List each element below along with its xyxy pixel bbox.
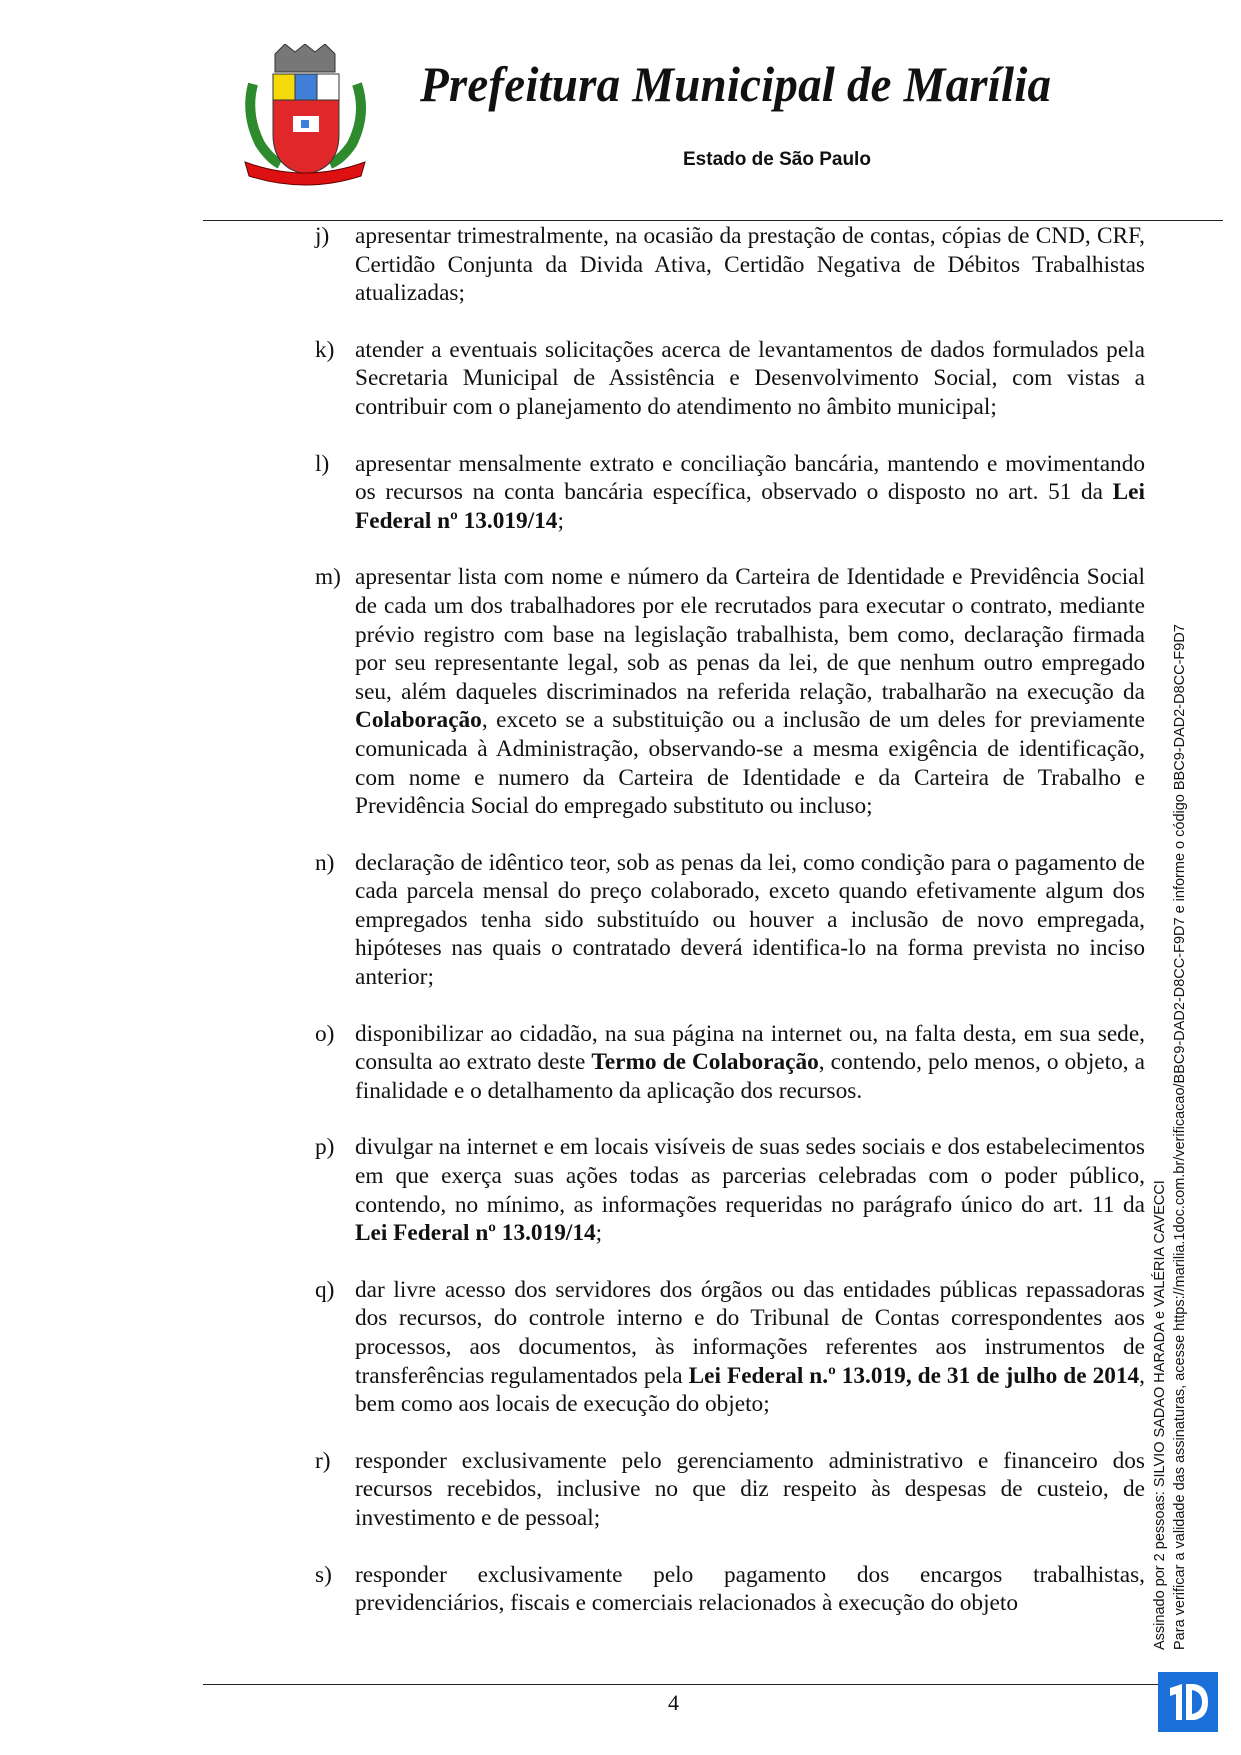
header-divider bbox=[203, 220, 1223, 221]
page-title: Prefeitura Municipal de Marília bbox=[420, 56, 1052, 112]
item-text bbox=[355, 563, 1145, 820]
list-item bbox=[315, 1561, 1145, 1618]
item-text bbox=[355, 1447, 1145, 1533]
text-span: declaração de idêntico teor, sob as penas da lei, como condição para o pagamento de cada parcela mensal do preço colaborado, exceto quando efetivamente algum dos empregados tenha sido substituído ou houver a inclusão de novo empregada, hipóteses nas quais o contratado deverá identifica-lo na forma prevista no inciso anterior; bbox=[355, 849, 1145, 991]
item-text bbox=[355, 450, 1145, 536]
footer-divider bbox=[203, 1684, 1203, 1685]
document-body bbox=[315, 222, 1145, 1646]
bold-reference: Colaboração bbox=[355, 707, 482, 734]
list-item bbox=[315, 1447, 1145, 1533]
text-span: , exceto se a substituição ou a inclusão de um deles for previamente comunicada à Administração, observando-se a mesma exigência de identificação, com nome e numero da Carteira de Identidade e da Carteira de Trabalho e Previdência Social do empregado substituto ou incluso; bbox=[355, 707, 1145, 820]
signature-verify-link[interactable]: Para verificar a validade das assinaturas, acesse https://marilia.1doc.com.br/verificacao/BBC9-DAD2-D8CC-F9D7 e informe o código BBC9-DAD2-D8CC-F9D7 bbox=[1172, 624, 1188, 1650]
list-item bbox=[315, 450, 1145, 536]
page-subtitle: Estado de São Paulo bbox=[683, 149, 871, 170]
item-text bbox=[355, 336, 1145, 422]
list-item bbox=[315, 222, 1145, 308]
text-span: responder exclusivamente pelo pagamento dos encargos trabalhistas, previdenciários, fiscais e comerciais relacionados à execução do objeto bbox=[355, 1561, 1145, 1617]
item-label: n) bbox=[315, 849, 335, 876]
bold-reference: Lei Federal n.º 13.019, de 31 de julho de 2014 bbox=[688, 1362, 1140, 1389]
text-span: , bem como aos locais de execução do objeto; bbox=[355, 1362, 1145, 1418]
item-text bbox=[355, 1276, 1145, 1419]
text-span: atender a eventuais solicitações acerca de levantamentos de dados formulados pela Secretaria Municipal de Assistência e Desenvolvimento Social, com vistas a contribuir com o planejamento do atendimento no âmbito municipal; bbox=[355, 336, 1145, 420]
text-span: divulgar na internet e em locais visíveis de suas sedes sociais e dos estabelecimentos em que exerça suas ações todas as parcerias celebradas com o poder público, contendo, no mínimo, as informações requeridas no parágrafo único do art. 11 da bbox=[355, 1134, 1145, 1218]
text-span: , contendo, pelo menos, o objeto, a finalidade e o detalhamento da aplicação dos recursos. bbox=[355, 1049, 1145, 1104]
item-label: q) bbox=[315, 1276, 335, 1303]
text-span: dar livre acesso dos servidores dos órgãos ou das entidades públicas repassadoras dos recursos, do controle interno e do Tribunal de Contas correspondentes aos processos, aos documentos, às informações referentes aos instrumentos de transferências regulamentados pela bbox=[355, 1276, 1145, 1389]
text-span: apresentar trimestralmente, na ocasião da prestação de contas, cópias de CND, CRF, Certidão Conjunta da Divida Ativa, Certidão Negativa de Débitos Trabalhistas atualizadas; bbox=[355, 223, 1145, 307]
text-span: ; bbox=[595, 1220, 603, 1247]
bold-reference: Lei Federal nº 13.019/14 bbox=[355, 479, 1145, 534]
page-number: 4 bbox=[668, 1690, 679, 1715]
coat-of-arms-icon bbox=[235, 44, 375, 194]
list-item bbox=[315, 563, 1145, 820]
item-text bbox=[355, 1020, 1145, 1106]
list-item bbox=[315, 1020, 1145, 1106]
item-label: p) bbox=[315, 1134, 335, 1161]
item-label: j) bbox=[315, 223, 330, 249]
text-span: disponibilizar ao cidadão, na sua página na internet ou, na falta desta, em sua sede, consulta ao extrato deste bbox=[355, 1020, 1145, 1076]
item-label: o) bbox=[315, 1020, 335, 1047]
item-text bbox=[355, 1133, 1145, 1247]
signature-notice bbox=[1150, 624, 1190, 1650]
list-item bbox=[315, 336, 1145, 422]
list-item bbox=[315, 849, 1145, 992]
text-span: apresentar mensalmente extrato e conciliação bancária, mantendo e movimentando os recursos na conta bancária específica, observado o disposto no art. 51 da bbox=[355, 450, 1145, 506]
bold-reference: Lei Federal nº 13.019/14 bbox=[355, 1220, 596, 1247]
item-label: s) bbox=[315, 1561, 332, 1588]
item-text bbox=[355, 849, 1145, 992]
item-text bbox=[355, 1561, 1145, 1618]
1doc-logo-icon[interactable] bbox=[1158, 1672, 1218, 1732]
item-label: m) bbox=[315, 564, 341, 591]
signature-signers: Assinado por 2 pessoas: SILVIO SADAO HARADA e VALÉRIA CAVECCI bbox=[1152, 1180, 1168, 1650]
item-label: r) bbox=[315, 1447, 331, 1474]
bold-reference: Termo de Colaboração bbox=[591, 1049, 819, 1076]
text-span: apresentar lista com nome e número da Carteira de Identidade e Previdência Social de cada um dos trabalhadores por ele recrutados para executar o contrato, mediante prévio registro com base na legislação trabalhista, bem como, declaração firmada por seu representante legal, sob as penas da lei, de que nenhum outro empregado seu, além daqueles discriminados na referida relação, trabalharão na execução da bbox=[355, 564, 1145, 705]
item-text bbox=[355, 222, 1145, 308]
text-span: responder exclusivamente pelo gerenciamento administrativo e financeiro dos recursos recebidos, inclusive no que diz respeito às despesas de custeio, de investimento e de pessoal; bbox=[355, 1447, 1145, 1531]
item-label: k) bbox=[315, 336, 335, 363]
text-span: ; bbox=[557, 507, 564, 534]
list-item bbox=[315, 1133, 1145, 1247]
item-label: l) bbox=[315, 450, 330, 477]
list-item bbox=[315, 1276, 1145, 1419]
